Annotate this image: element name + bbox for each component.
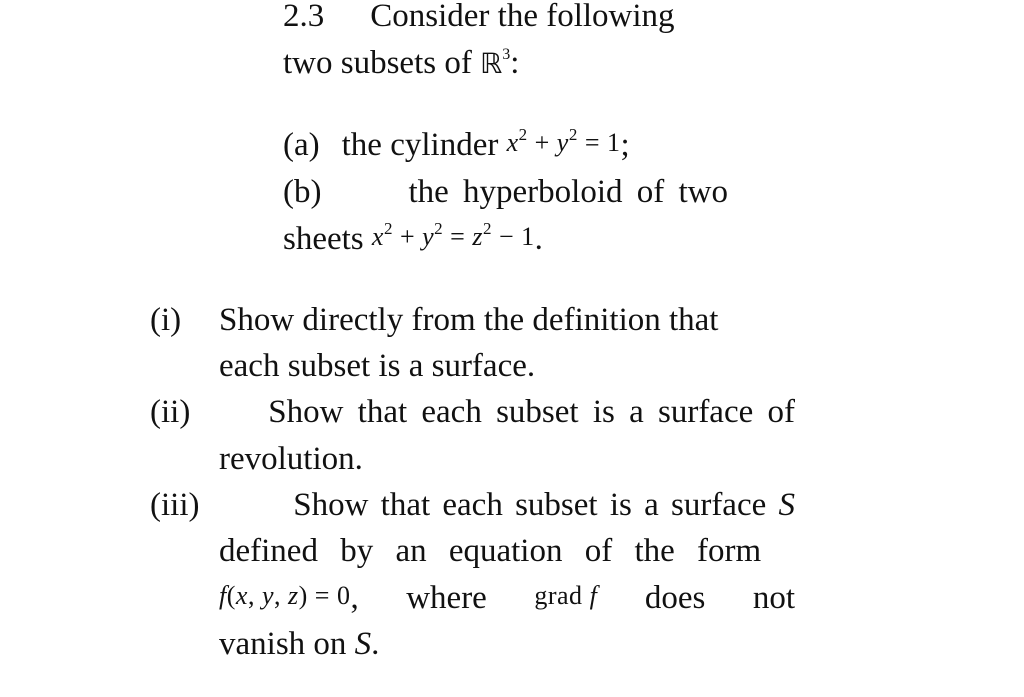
part-a-label: (a) bbox=[283, 127, 320, 163]
surface-symbol-2: S bbox=[354, 626, 372, 662]
surface-symbol: S bbox=[778, 487, 795, 523]
part-b-text: the hyperboloid of two bbox=[408, 174, 728, 210]
part-a-equation: $x^2 + y^2 = 1$ bbox=[506, 125, 621, 157]
problem-header bbox=[283, 0, 728, 36]
question-iii-line3 bbox=[219, 578, 795, 620]
part-b-equation: $x^2 + y^2 = z^2 - 1$ bbox=[371, 219, 535, 251]
problem-intro-line2 bbox=[283, 43, 519, 84]
part-a-end: ; bbox=[620, 127, 630, 163]
question-iii-line4 bbox=[219, 624, 379, 664]
question-iii-line2: defined by an equation of the form bbox=[219, 533, 762, 569]
grad-f: grad f bbox=[534, 581, 598, 610]
question-i-line1: Show directly from the definition that bbox=[219, 302, 719, 338]
question-ii-line2: revolution. bbox=[219, 441, 363, 477]
question-iii-line1 bbox=[150, 485, 795, 525]
part-b-text2: sheets bbox=[283, 221, 364, 257]
not-word: not bbox=[752, 580, 795, 616]
equation-comma: , bbox=[350, 580, 359, 616]
question-i-label: (i) bbox=[150, 302, 182, 338]
equation-f: f(x, y, z) = 0 bbox=[219, 581, 351, 610]
final-period: . bbox=[371, 626, 380, 662]
real-numbers-symbol: ℝ bbox=[480, 47, 503, 80]
part-b-label: (b) bbox=[283, 174, 322, 210]
part-b-end: . bbox=[534, 221, 543, 257]
does-word: does bbox=[644, 580, 706, 616]
question-iii-text1 bbox=[293, 485, 795, 525]
question-iii-equation bbox=[219, 578, 359, 620]
part-b-line1 bbox=[283, 172, 728, 212]
question-ii-text1: Show that each subset is a surface of bbox=[268, 394, 795, 430]
where-word: where bbox=[406, 580, 487, 616]
real-numbers-exponent: 3 bbox=[502, 46, 511, 63]
part-a bbox=[283, 125, 630, 167]
question-ii-label: (ii) bbox=[150, 394, 191, 430]
question-i-line2: each subset is a surface. bbox=[219, 348, 536, 384]
part-b-line2 bbox=[283, 219, 543, 261]
part-a-text: the cylinder bbox=[341, 127, 499, 163]
intro-text: two subsets of bbox=[283, 45, 481, 81]
question-iii-text1a: Show that each subset is a surface bbox=[293, 487, 779, 523]
intro-colon: : bbox=[510, 45, 520, 81]
vanish-text: vanish on bbox=[219, 626, 355, 662]
question-iii-label: (iii) bbox=[150, 487, 200, 523]
question-ii-line1 bbox=[150, 392, 795, 432]
problem-intro-line1: Consider the following bbox=[370, 0, 675, 34]
problem-number: 2.3 bbox=[283, 0, 325, 34]
